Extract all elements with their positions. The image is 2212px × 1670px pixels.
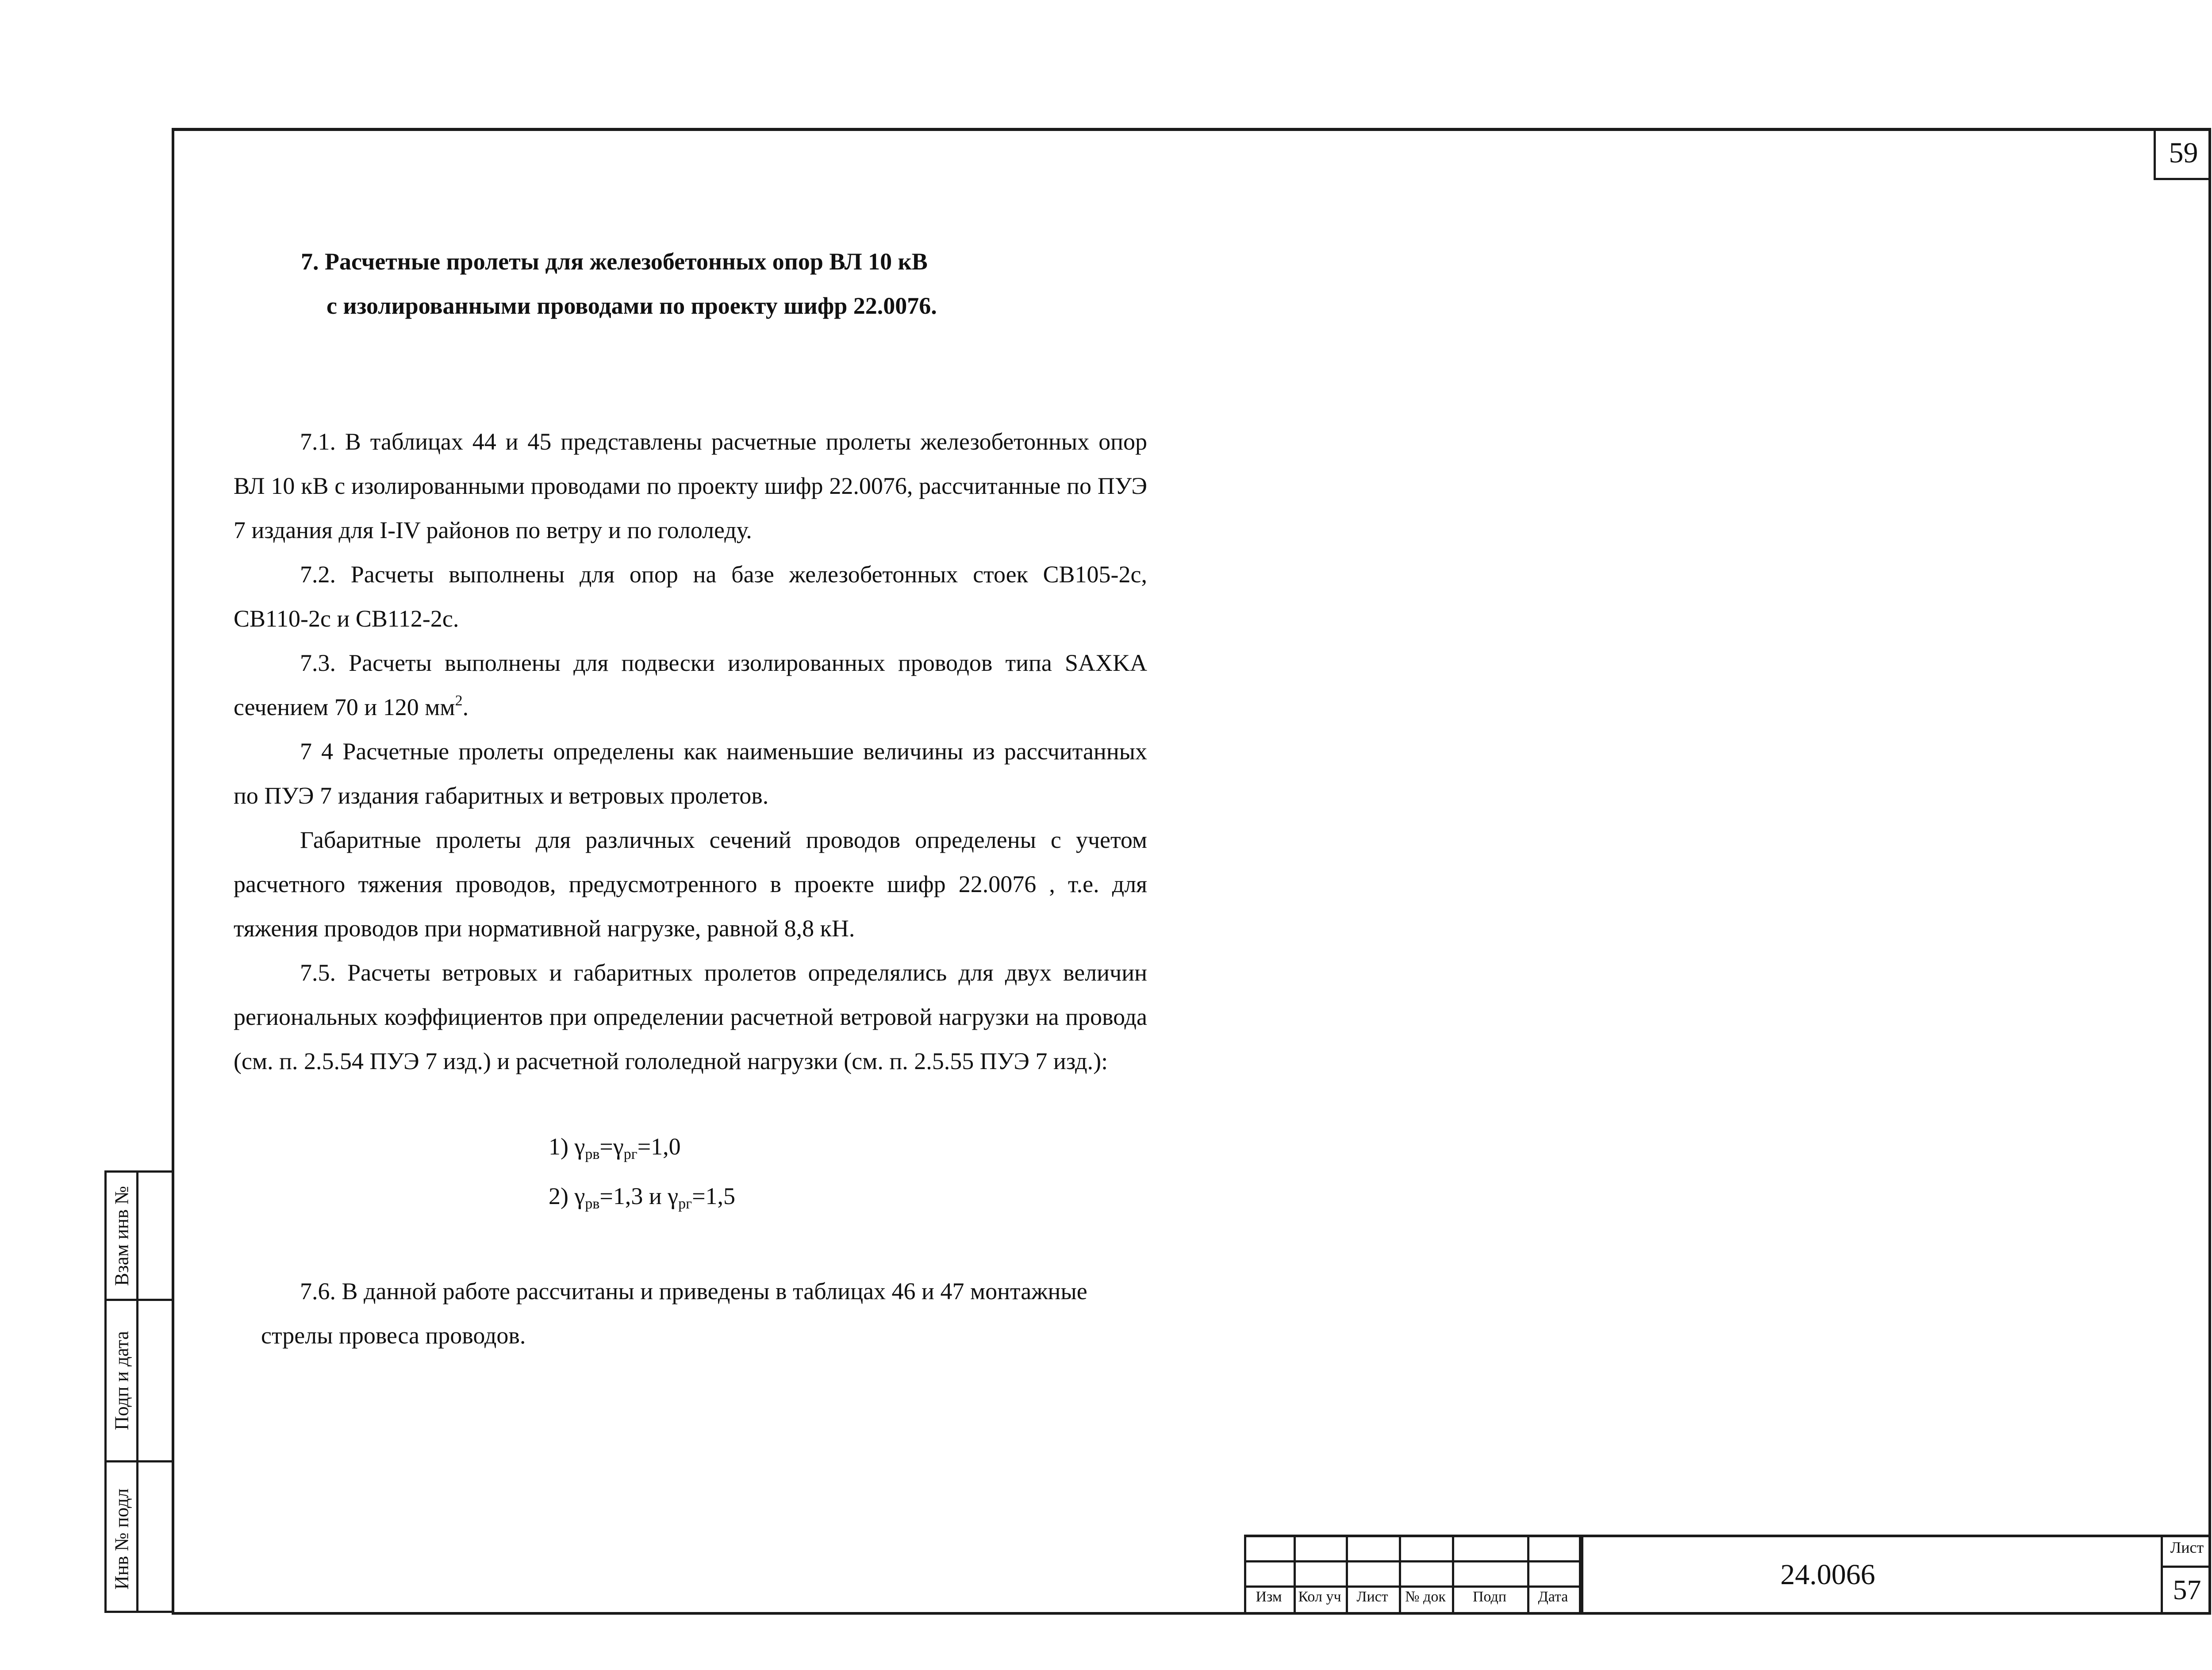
- column-list: Лист: [1356, 1589, 1388, 1605]
- side-stamp-values: [136, 1170, 174, 1613]
- side-label-vzam: Взам инв №: [111, 1185, 132, 1286]
- side-cell-vzam: [107, 1173, 136, 1301]
- paragraph-7-2: 7.2. Расчеты выполнены для опор на базе железобетонных стоек СВ105-2с, СВ110-2с и СВ112-2с.: [234, 561, 1147, 632]
- side-cell-inv: [107, 1462, 136, 1615]
- document-code: 24.0066: [1581, 1535, 2072, 1615]
- title-block-revision-grid: [1244, 1535, 1581, 1615]
- side-label-podp: Подп и дата: [111, 1331, 132, 1431]
- paragraph-7-5: 7.5. Расчеты ветровых и габаритных пролетов определялись для двух величин региональных коэффициентов при определении расчетной ветровой нагрузки на провода (см. п. 2.5.54 ПУЭ 7 изд.) и расчетной гололедной нагрузки (см. п. 2.5.55 ПУЭ 7 изд.):: [234, 959, 1147, 1074]
- section-heading-line1: 7. Расчетные пролеты для железобетонных опор ВЛ 10 кВ: [301, 248, 928, 275]
- text-body: [234, 419, 1147, 1083]
- column-podp: Подп: [1472, 1589, 1507, 1605]
- paragraph-7-6-line2: стрелы провеса проводов.: [261, 1322, 526, 1349]
- sheet-label: Лист: [2170, 1539, 2204, 1556]
- paragraph-7-3-end: .: [462, 694, 469, 720]
- paragraph-7-4: 7 4 Расчетные пролеты определены как наименьшие величины из рассчитанных по ПУЭ 7 издания габаритных и ветровых пролетов.: [234, 738, 1147, 809]
- sheet-number: 57: [2173, 1574, 2201, 1605]
- paragraph-gabarit: Габаритные пролеты для различных сечений проводов определены с учетом расчетного тяжения проводов, предусмотренного в проекте шифр 22.0076 , т.е. для тяжения проводов при нормативной нагрузке, равной 8,8 кН.: [234, 827, 1147, 942]
- column-kol-uch: Кол уч: [1298, 1589, 1341, 1605]
- paragraph-7-3: [234, 641, 1147, 729]
- paragraph-7-3-superscript: 2: [455, 693, 463, 709]
- column-n-dok: № док: [1405, 1589, 1446, 1605]
- side-cell-podp: [107, 1301, 136, 1462]
- column-data: Дата: [1538, 1589, 1568, 1605]
- formula-1: 1) $\gamma_{рв}=\gamma_{рг}=1,0$: [549, 1133, 681, 1162]
- page-number-top: 59: [2154, 128, 2211, 180]
- sheet-box: [2161, 1535, 2211, 1615]
- formula-2: 2) $\gamma_{рв}=1,3$ и $\gamma_{рг}=1,5$: [549, 1183, 736, 1212]
- paragraph-7-6: [234, 1269, 1147, 1358]
- section-heading-line2: с изолированными проводами по проекту шифр 22.0076.: [326, 292, 937, 319]
- column-izm: Изм: [1256, 1589, 1282, 1605]
- paragraph-7-1: 7.1. В таблицах 44 и 45 представлены расчетные пролеты железобетонных опор ВЛ 10 кВ с изолированными проводами по проекту шифр 22.0076, рассчитанные по ПУЭ 7 издания для I-IV районов по ветру и по гололеду.: [234, 428, 1147, 543]
- side-stamp: [104, 1170, 174, 1613]
- side-label-inv: Инв № подл: [111, 1488, 132, 1589]
- side-stamp-labels: [104, 1170, 136, 1613]
- title-block: [1244, 1535, 2211, 1615]
- paragraph-7-3-text: 7.3. Расчеты выполнены для подвески изолированных проводов типа SAXKA сечением 70 и 120 мм: [234, 650, 1147, 720]
- paragraph-7-6-line1: 7.6. В данной работе рассчитаны и приведены в таблицах 46 и 47 монтажные: [300, 1278, 1087, 1304]
